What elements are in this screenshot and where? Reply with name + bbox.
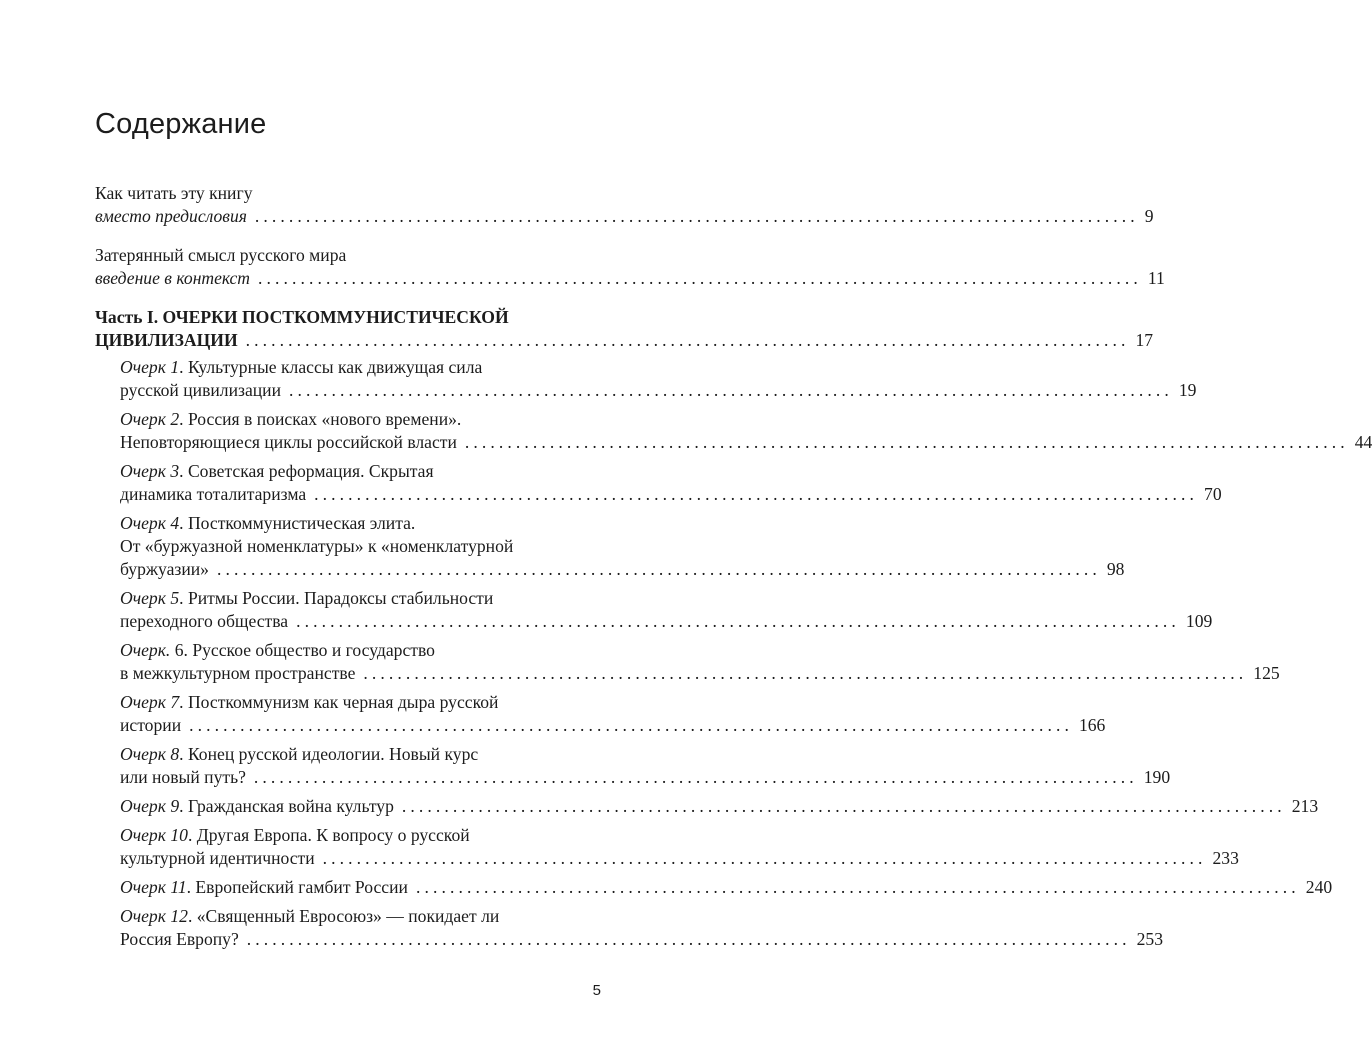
table-of-contents — [95, 182, 1372, 957]
essay-title-cont: или новый путь? — [120, 767, 246, 787]
entry-page-number: 213 — [1291, 796, 1319, 816]
entry-page-number: 233 — [1212, 848, 1239, 868]
part-title: Часть I. ОЧЕРКИ ПОСТКОММУНИСТИЧЕСКОЙ — [95, 307, 509, 327]
toc-entry-essay[interactable] — [95, 639, 1280, 685]
essay-title: Европейский гамбит России — [191, 877, 408, 897]
page-title: Содержание — [95, 108, 267, 140]
entry-page-number: 44 — [1354, 432, 1372, 452]
essay-title: Ритмы России. Парадоксы стабильности — [183, 588, 494, 608]
dot-leader: ........................................................................................................ — [245, 330, 1130, 350]
entry-page-number: 19 — [1178, 380, 1197, 400]
dot-leader: ........................................................................................................ — [289, 380, 1173, 400]
entry-page-number: 253 — [1136, 929, 1164, 949]
dot-leader: ........................................................................................................ — [464, 432, 1349, 452]
essay-title-cont: Россия Европу? — [120, 929, 239, 949]
toc-entry-essay[interactable] — [95, 795, 1319, 818]
toc-entry-essay[interactable] — [95, 408, 1372, 454]
page-number: 5 — [592, 982, 601, 999]
essay-label-sep: . — [179, 357, 184, 377]
essay-title: Гражданская война культур — [183, 796, 394, 816]
entry-title: Затерянный смысл русского мира — [95, 245, 347, 265]
entry-page-number: 98 — [1106, 559, 1125, 579]
toc-entry-essay[interactable] — [95, 512, 1125, 581]
essay-label-sep: . — [186, 877, 192, 897]
part-title-cont: ЦИВИЛИЗАЦИИ — [95, 330, 238, 350]
essay-title: «Священный Евросоюз» — покидает ли — [192, 906, 500, 926]
essay-title: Посткоммунизм как черная дыра русской — [183, 692, 499, 712]
essay-label-sep: . — [187, 906, 193, 926]
entry-page-number: 190 — [1143, 767, 1171, 787]
essay-label: Очерк 8 — [120, 744, 180, 764]
entry-page-number: 11 — [1147, 268, 1165, 288]
toc-entry-part-1[interactable] — [95, 306, 1154, 352]
dot-leader: ........................................................................................................ — [322, 848, 1207, 868]
entry-page-number: 17 — [1135, 330, 1154, 350]
essay-label: Очерк 11 — [120, 877, 187, 897]
toc-entry-essay[interactable] — [95, 691, 1106, 737]
toc-entry-lost-meaning[interactable] — [95, 244, 1165, 290]
dot-leader: ........................................................................................................ — [415, 877, 1300, 897]
essay-label-sep: . — [179, 461, 184, 481]
entry-title: Как читать эту книгу — [95, 183, 253, 203]
essay-label: Очерк 3 — [120, 461, 180, 481]
essay-title-cont: динамика тоталитаризма — [120, 484, 307, 504]
entry-page-number: 166 — [1078, 715, 1106, 735]
entry-subtitle: вместо предисловия — [95, 206, 247, 226]
essay-label: Очерк 2 — [120, 409, 180, 429]
entry-page-number: 240 — [1305, 877, 1333, 897]
essay-label-sep: . — [179, 796, 184, 816]
dot-leader: ........................................................................................................ — [189, 715, 1073, 735]
entry-page-number: 109 — [1185, 611, 1213, 631]
dot-leader: ........................................................................................................ — [363, 663, 1248, 683]
essay-label-sep: . — [179, 513, 184, 533]
dot-leader: ........................................................................................................ — [253, 767, 1138, 787]
essay-title: Культурные классы как движущая сила — [183, 357, 483, 377]
essay-label: Очерк 12 — [120, 906, 188, 926]
essay-label: Очерк 7 — [120, 692, 180, 712]
essay-title-cont: переходного общества — [120, 611, 289, 631]
entry-page-number: 70 — [1204, 484, 1222, 504]
essay-label-sep: . — [179, 692, 184, 712]
entry-subtitle: введение в контекст — [95, 268, 251, 288]
dot-leader: ........................................................................................................ — [258, 268, 1142, 288]
essay-label: Очерк. — [120, 640, 171, 660]
toc-entry-essay[interactable] — [95, 587, 1213, 633]
essay-title-cont: русской цивилизации — [120, 380, 281, 400]
essay-title-cont: культурной идентичности — [120, 848, 315, 868]
toc-entry-essay[interactable] — [95, 876, 1333, 899]
dot-leader: ........................................................................................................ — [296, 611, 1180, 631]
toc-entry-essay[interactable] — [95, 824, 1239, 870]
essay-title-cont: истории — [120, 715, 182, 735]
essay-title-cont: буржуазии» — [120, 559, 209, 579]
toc-entry-essay[interactable] — [95, 743, 1171, 789]
essay-label-sep: . — [179, 588, 184, 608]
essay-title: Конец русской идеологии. Новый курс — [183, 744, 479, 764]
entry-page-number: 9 — [1144, 206, 1154, 226]
essay-title: Советская реформация. Скрытая — [183, 461, 434, 481]
essay-title: Посткоммунистическая элита. — [183, 513, 416, 533]
essay-label: Очерк 10 — [120, 825, 188, 845]
essay-label-sep: . — [187, 825, 193, 845]
toc-entry-essay[interactable] — [95, 356, 1197, 402]
essay-label: Очерк 9 — [120, 796, 180, 816]
dot-leader: ........................................................................................................ — [314, 484, 1199, 504]
essay-title-cont: в межкультурном пространстве — [120, 663, 356, 683]
toc-entry-how-to-read[interactable] — [95, 182, 1154, 228]
essay-title: Другая Европа. К вопросу о русской — [192, 825, 470, 845]
essay-title: Россия в поисках «нового времени». — [183, 409, 462, 429]
essay-label: Очерк 5 — [120, 588, 180, 608]
dot-leader: ........................................................................................................ — [246, 929, 1131, 949]
essay-label-sep: . — [179, 409, 184, 429]
entry-page-number: 125 — [1253, 663, 1280, 683]
essay-title-cont: Неповторяющиеся циклы российской власти — [120, 432, 457, 452]
toc-entry-essay[interactable] — [95, 460, 1222, 506]
toc-entry-essay[interactable] — [95, 905, 1164, 951]
essay-title: 6. Русское общество и государство — [170, 640, 435, 660]
essay-label: Очерк 4 — [120, 513, 180, 533]
essay-label: Очерк 1 — [120, 357, 180, 377]
dot-leader: ........................................................................................................ — [254, 206, 1139, 226]
dot-leader: ........................................................................................................ — [401, 796, 1286, 816]
essay-title-cont: От «буржуазной номенклатуры» к «номенклатурной — [120, 536, 514, 556]
essay-label-sep: . — [179, 744, 184, 764]
dot-leader: ........................................................................................................ — [216, 559, 1101, 579]
